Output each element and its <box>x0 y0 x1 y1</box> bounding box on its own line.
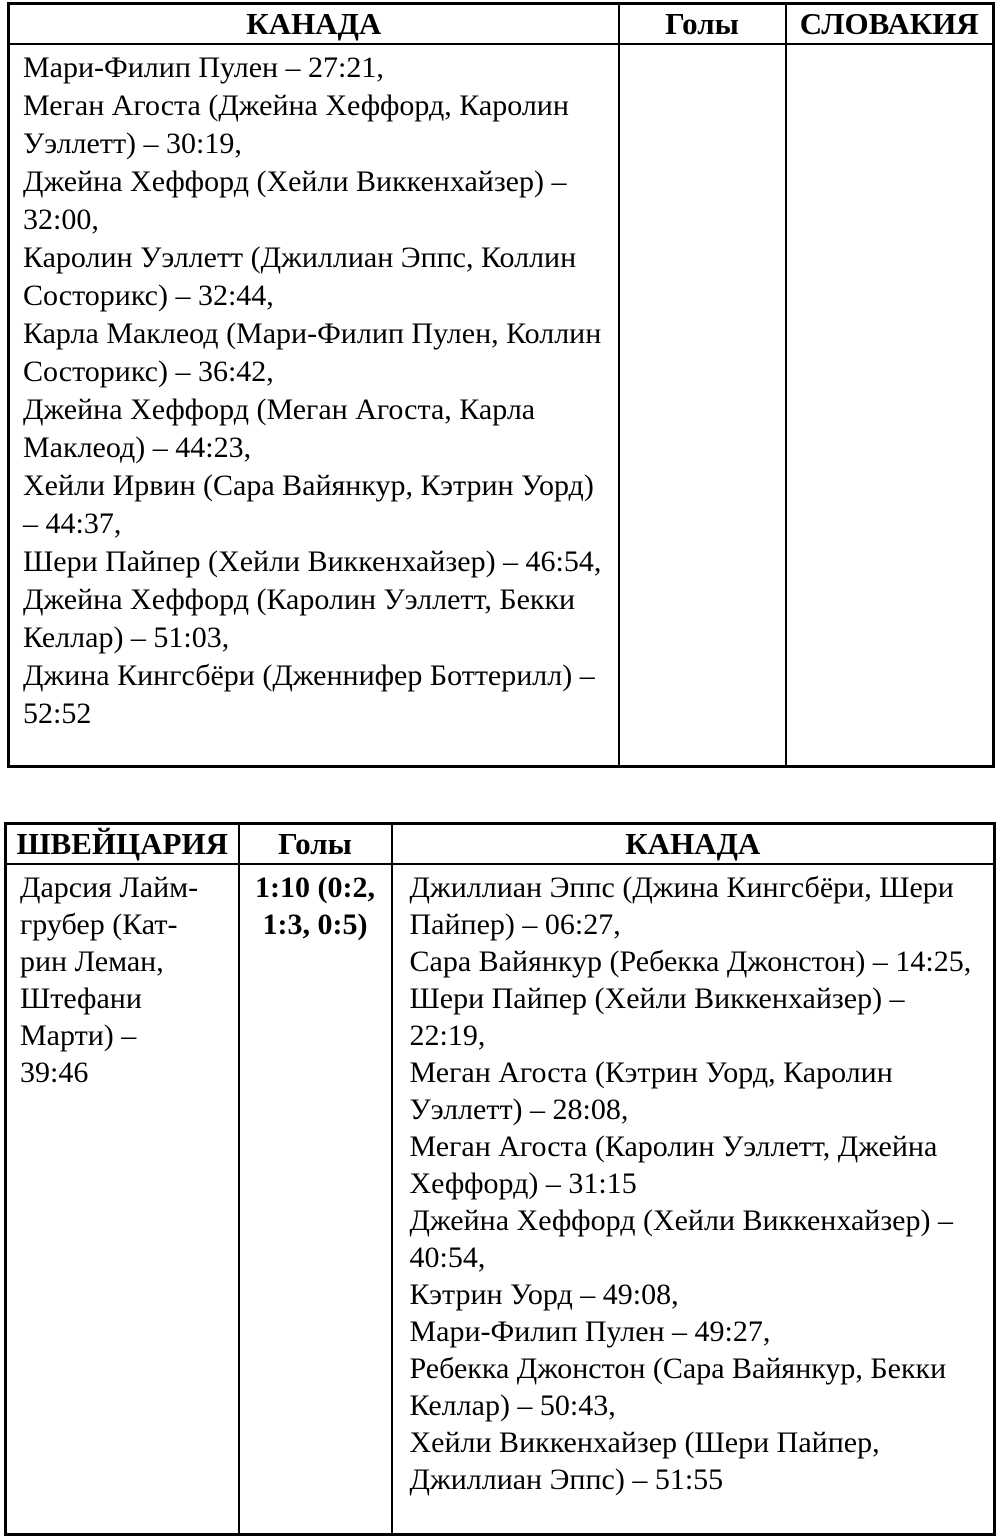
scorer-line: грубер (Кат- <box>20 908 178 941</box>
goal-entry: Сара Вайянкур (Ребекка Джонстон) – 14:25, <box>409 945 972 978</box>
goal-entry: Карла Маклеод (Мари-Филип Пулен, Коллин Состорикс) – 36:42, <box>23 317 602 388</box>
goal-entry: Джейна Хеффорд (Хейли Виккенхайзер) – 32:00, <box>23 165 567 236</box>
header-row <box>9 4 994 45</box>
goals-column-header: Голы <box>239 824 392 865</box>
match-score-cell: 1:10 (0:2, 1:3, 0:5) <box>239 864 392 1535</box>
goals-column-header: Голы <box>619 4 786 45</box>
goal-entry: Меган Агоста (Кэтрин Уорд, Каролин Уэллетт) – 28:08, <box>409 1056 893 1126</box>
goal-entry: Каролин Уэллетт (Джиллиан Эппс, Коллин Состорикс) – 32:44, <box>23 241 577 312</box>
scorer-line: Марти) – <box>20 1019 137 1052</box>
match-table-switzerland-canada <box>4 822 996 1536</box>
scorer-line: рин Леман, <box>20 945 164 978</box>
goal-entry: Шери Пайпер (Хейли Виккенхайзер) – 22:19, <box>409 982 905 1052</box>
goal-entry: Хейли Виккенхайзер (Шери Пайпер, Джиллиан Эппс) – 51:55 <box>409 1426 880 1496</box>
goal-entry: Джейна Хеффорд (Хейли Виккенхайзер) – 40:54, <box>409 1204 953 1274</box>
goal-entry: Джина Кингсбёри (Дженнифер Боттерилл) – 52:52 <box>23 659 595 730</box>
body-row <box>9 44 994 767</box>
score-cell-empty <box>619 44 786 767</box>
scorer-line: Штефани <box>20 982 142 1015</box>
goal-entry: Шери Пайпер (Хейли Виккенхайзер) – 46:54, <box>23 545 602 578</box>
canada-goals-cell <box>9 44 619 767</box>
slovakia-goals-cell-empty <box>786 44 994 767</box>
goal-entry: Кэтрин Уорд – 49:08, <box>409 1278 679 1311</box>
team-header-switzerland: ШВЕЙЦАРИЯ <box>6 824 239 865</box>
header-row <box>6 824 995 865</box>
goal-entry: Джейна Хеффорд (Меган Агоста, Карла Маклеод) – 44:23, <box>23 393 536 464</box>
goal-entry: Мари-Филип Пулен – 49:27, <box>409 1315 771 1348</box>
body-row <box>6 864 995 1535</box>
goal-entry: Меган Агоста (Каролин Уэллетт, Джейна Хеффорд) – 31:15 <box>409 1130 938 1200</box>
goal-entry: Мари-Филип Пулен – 27:21, <box>23 51 384 84</box>
goal-entry: Ребекка Джонстон (Сара Вайянкур, Бекки Келлар) – 50:43, <box>409 1352 947 1422</box>
goal-entry: Хейли Ирвин (Сара Вайянкур, Кэтрин Уорд) – 44:37, <box>23 469 594 540</box>
match-table-canada-slovakia <box>7 2 995 768</box>
scorer-line: 39:46 <box>20 1056 89 1089</box>
goal-entry: Джейна Хеффорд (Каролин Уэллетт, Бекки Келлар) – 51:03, <box>23 583 576 654</box>
team-header-canada: КАНАДА <box>9 4 619 45</box>
scorer-line: Дарсия Лайм- <box>20 871 199 904</box>
team-header-canada: КАНАДА <box>392 824 995 865</box>
team-header-slovakia: СЛОВАКИЯ <box>786 4 994 45</box>
goal-entry: Меган Агоста (Джейна Хеффорд, Каролин Уэллетт) – 30:19, <box>23 89 569 160</box>
switzerland-goals-cell <box>6 864 239 1535</box>
canada-goals-cell <box>392 864 995 1535</box>
goal-entry: Джиллиан Эппс (Джина Кингсбёри, Шери Пайпер) – 06:27, <box>409 871 954 941</box>
